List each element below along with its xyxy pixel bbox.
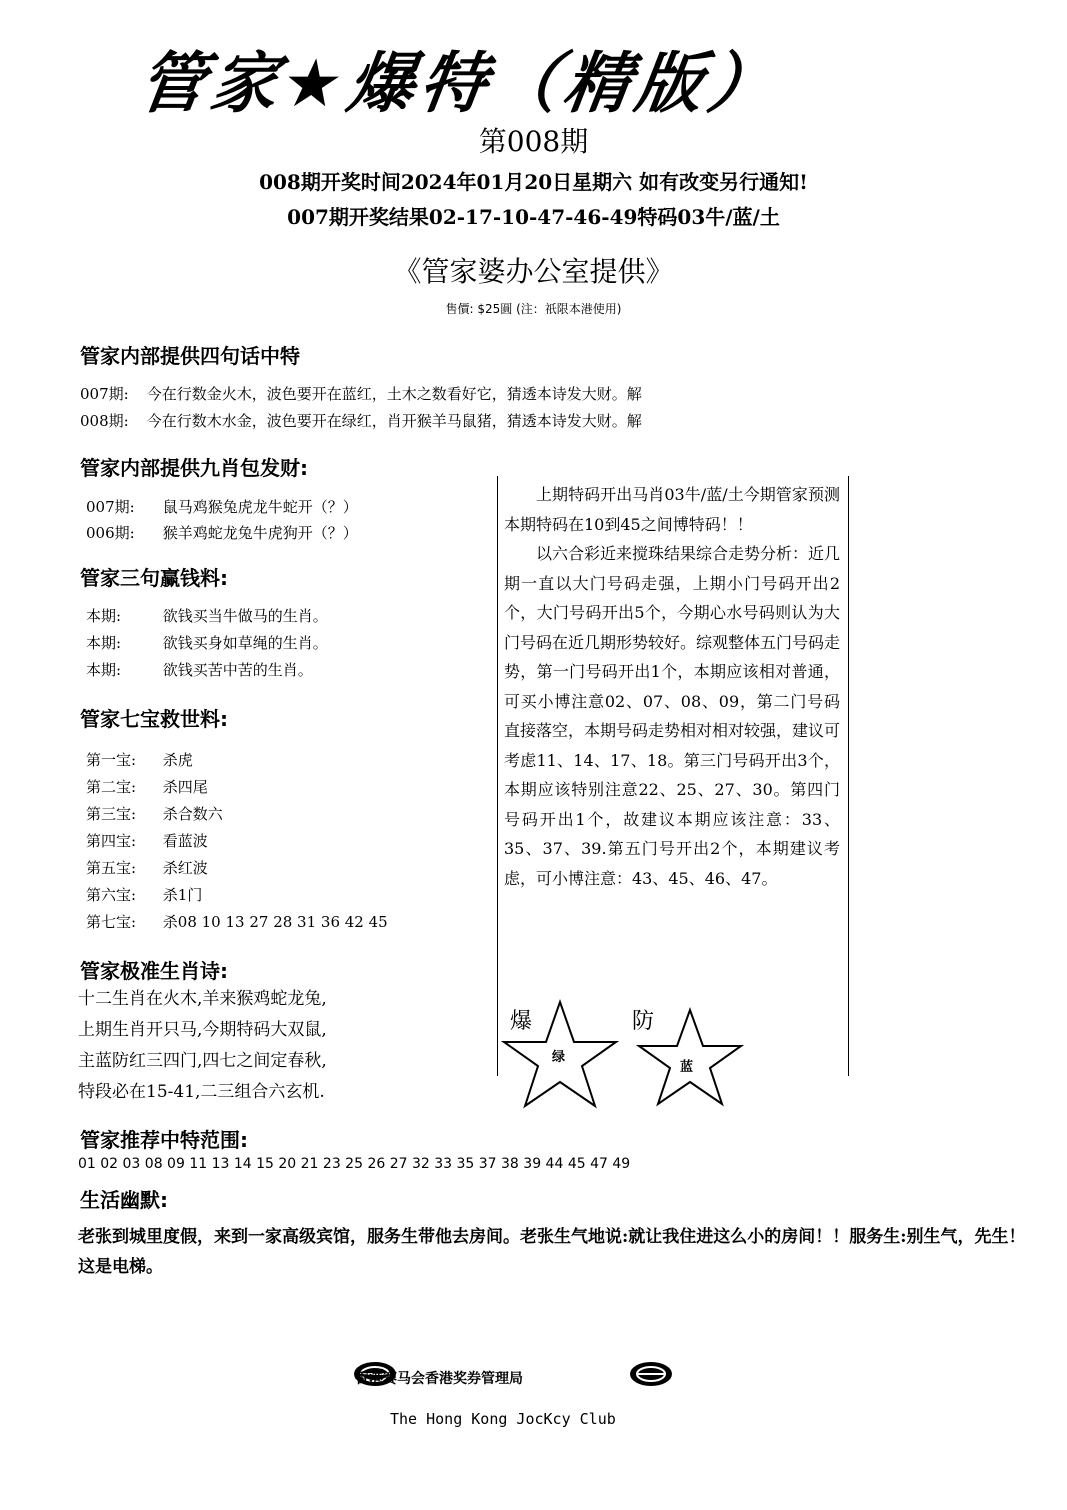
last-result: 007期开奖结果02-17-10-47-46-49特码03牛/蓝/土 [287, 205, 780, 229]
poem-heading: 管家极准生肖诗: [80, 959, 228, 983]
footer-en-name: The Hong Kong JocKcy Club [390, 1410, 616, 1428]
page-title: 管家★爆特（精版） [133, 45, 786, 122]
treasure-row [86, 776, 208, 797]
three-lines-row [86, 605, 328, 626]
three-lines-row [86, 632, 328, 653]
row-label: 第一宝: [86, 751, 137, 769]
stars-graphic [497, 996, 847, 1116]
poem-line: 上期生肖开只马,今期特码大双鼠, [78, 1020, 327, 1040]
seven-treasures-heading: 管家七宝救世料: [80, 707, 228, 731]
row-label: 第三宝: [86, 805, 137, 823]
row-text: 鼠马鸡猴兔虎龙牛蛇开（？） [162, 498, 358, 516]
four-lines-row [80, 410, 642, 431]
star-right-inner: 蓝 [680, 1060, 694, 1075]
issue-number: 第008期 [478, 125, 589, 158]
poem-line: 特段必在15-41,二三组合六玄机. [78, 1082, 325, 1102]
row-label: 008期: [80, 412, 129, 430]
humor-text: 老张到城里度假，来到一家高级宾馆，服务生带他去房间。老张生气地说:就让我住进这么小的房间！！服务生:别生气，先生！这是电梯。 [78, 1227, 1026, 1277]
row-label: 007期: [80, 385, 129, 403]
row-label: 007期: [86, 498, 135, 516]
jockey-club-logo-icon [628, 1360, 674, 1388]
price-note: 售價: $25圓 (注：祇限本港使用) [445, 302, 622, 316]
four-lines-row [80, 383, 642, 404]
office-credit: 《管家婆办公室提供》 [393, 255, 674, 288]
row-text: 杀1门 [162, 886, 203, 904]
row-text: 欲钱买身如草绳的生肖。 [162, 634, 328, 652]
treasure-row [86, 911, 388, 932]
row-text: 今在行数木水金，波色要开在绿红，肖开猴羊马鼠猪，猜透本诗发大财。解 [146, 412, 642, 430]
footer-cn-name: 香港赛马会香港奖券管理局 [355, 1371, 523, 1387]
poem-body [78, 984, 327, 1108]
nine-zodiac-row [86, 522, 358, 543]
analysis-para: 上期特码开出马肖03牛/蓝/土今期管家预测本期特码在10到45之间博特码！！ [504, 485, 840, 534]
row-label: 第六宝: [86, 886, 137, 904]
draw-time: 008期开奖时间2024年01月20日星期六 如有改变另行通知! [259, 170, 808, 194]
row-text: 欲钱买当牛做马的生肖。 [162, 607, 328, 625]
star-right-label: 防 [632, 1009, 655, 1034]
row-label: 本期: [86, 634, 122, 652]
row-text: 看蓝波 [162, 832, 208, 850]
nine-zodiac-heading: 管家内部提供九肖包发财: [80, 456, 308, 480]
analysis-text [504, 480, 840, 893]
humor-heading: 生活幽默: [80, 1188, 168, 1212]
row-text: 杀红波 [162, 859, 208, 877]
row-text: 猴羊鸡蛇龙兔牛虎狗开（？） [162, 524, 358, 542]
row-label: 第五宝: [86, 859, 137, 877]
treasure-row [86, 830, 208, 851]
row-text: 杀08 10 13 27 28 31 36 42 45 [162, 913, 388, 931]
row-text: 欲钱买苦中苦的生肖。 [162, 661, 313, 679]
nine-zodiac-row [86, 496, 358, 517]
treasure-row [86, 884, 202, 905]
row-text: 杀虎 [162, 751, 193, 769]
four-lines-heading: 管家内部提供四句话中特 [80, 344, 300, 368]
star-left-label: 爆 [510, 1009, 533, 1034]
three-lines-heading: 管家三句赢钱料: [80, 566, 228, 590]
three-lines-row [86, 659, 313, 680]
row-label: 本期: [86, 607, 122, 625]
poem-line: 十二生肖在火木,羊来猴鸡蛇龙兔, [78, 989, 327, 1009]
row-label: 本期: [86, 661, 122, 679]
star-left-inner: 绿 [552, 1050, 566, 1065]
poem-line: 主蓝防红三四门,四七之间定春秋, [78, 1051, 327, 1071]
row-text: 杀合数六 [162, 805, 223, 823]
range-heading: 管家推荐中特范围: [80, 1128, 248, 1152]
row-text: 今在行数金火木，波色要开在蓝红，土木之数看好它，猜透本诗发大财。解 [146, 385, 642, 403]
row-label: 第七宝: [86, 913, 137, 931]
treasure-row [86, 803, 223, 824]
analysis-para: 以六合彩近来搅珠结果综合走势分析：近几期一直以大门号码走强，上期小门号码开出2个，大门号码开出5个，今期心水号码则认为大门号码在近几期形势较好。综观整体五门号码走势，第一门号码开出1个，本期应该相对普通，可买小博注意02、07、08、09，第二门号码直接落空，本期号码走势相对相对较强，建议可考虑11、14、17、18。第三门号码开出3个，本期应该特别注意22、25、27、30。第四门号码开出1个，故建议本期应该注意：33、35、37、39.第五门号开出2个，本期建议考虑，可小博注意：43、45、46、47。 [504, 544, 841, 888]
row-label: 第四宝: [86, 832, 137, 850]
range-numbers: 01 02 03 08 09 11 13 14 15 20 21 23 25 26 27 32 33 35 37 38 39 44 45 47 49 [78, 1156, 631, 1172]
row-label: 006期: [86, 524, 135, 542]
row-label: 第二宝: [86, 778, 137, 796]
row-text: 杀四尾 [162, 778, 208, 796]
treasure-row [86, 857, 208, 878]
treasure-row [86, 749, 193, 770]
